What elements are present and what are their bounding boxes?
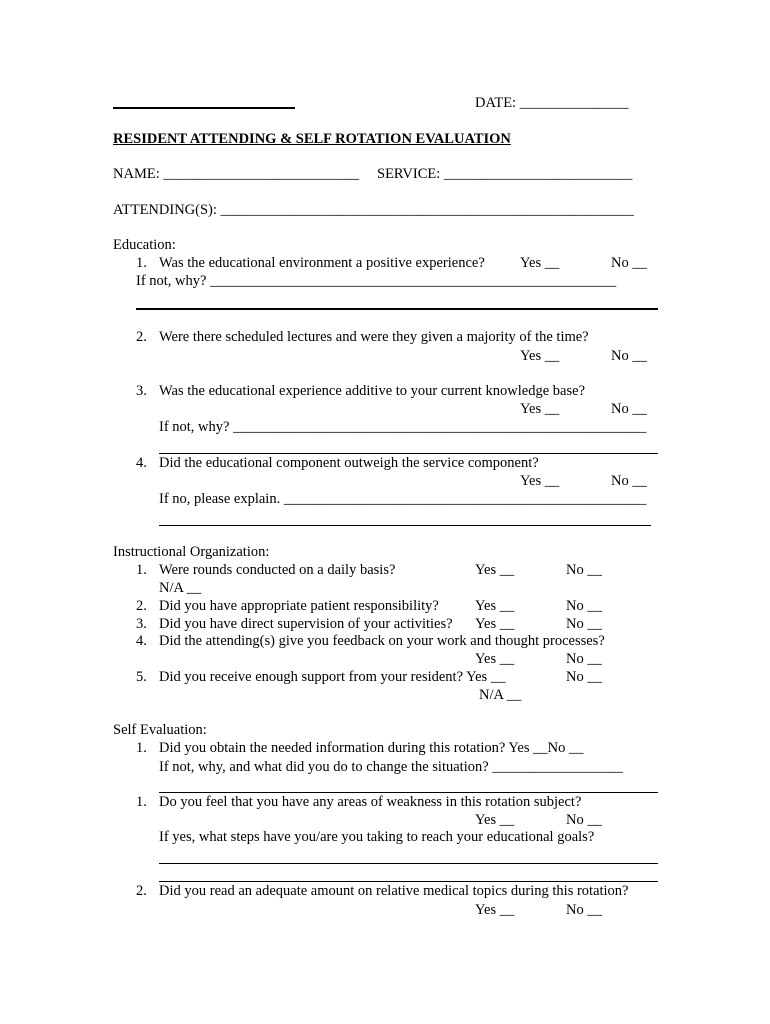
edu-q1-followup[interactable]: If not, why? ________________________________________________________ <box>136 273 617 289</box>
inst-q2-number: 2. <box>136 598 147 614</box>
signature-line <box>113 107 295 109</box>
inst-q1-yes[interactable]: Yes __ <box>475 562 515 578</box>
edu-q3-no[interactable]: No __ <box>611 401 647 417</box>
edu-q1-number: 1. <box>136 255 147 271</box>
inst-q4-no[interactable]: No __ <box>566 651 602 667</box>
self-q1b-number: 1. <box>136 794 147 810</box>
edu-q4-yes[interactable]: Yes __ <box>520 473 560 489</box>
edu-q1-text: Was the educational environment a positive experience? <box>159 255 485 271</box>
edu-q2-yes[interactable]: Yes __ <box>520 348 560 364</box>
answer-line[interactable] <box>159 881 658 882</box>
inst-q3-number: 3. <box>136 616 147 632</box>
inst-q1-no[interactable]: No __ <box>566 562 602 578</box>
service-field[interactable]: SERVICE: __________________________ <box>377 166 633 182</box>
inst-q4-text: Did the attending(s) give you feedback on your work and thought processes? <box>159 633 605 649</box>
answer-line[interactable] <box>159 863 658 864</box>
inst-q3-yes[interactable]: Yes __ <box>475 616 515 632</box>
inst-q2-no[interactable]: No __ <box>566 598 602 614</box>
attending-field[interactable]: ATTENDING(S): _________________________________________________________ <box>113 202 634 218</box>
inst-q1-text: Were rounds conducted on a daily basis? <box>159 562 396 578</box>
edu-q2-number: 2. <box>136 329 147 345</box>
self-q2-no[interactable]: No __ <box>566 902 602 918</box>
edu-q3-followup[interactable]: If not, why? _________________________________________________________ <box>159 419 647 435</box>
inst-q2-text: Did you have appropriate patient responsibility? <box>159 598 439 614</box>
self-q2-number: 2. <box>136 883 147 899</box>
self-q2-yes[interactable]: Yes __ <box>475 902 515 918</box>
inst-q1-na[interactable]: N/A __ <box>159 580 202 596</box>
education-heading: Education: <box>113 237 176 253</box>
edu-q1-no[interactable]: No __ <box>611 255 647 271</box>
self-q1-number: 1. <box>136 740 147 756</box>
edu-q4-no[interactable]: No __ <box>611 473 647 489</box>
answer-line[interactable] <box>159 792 658 793</box>
page-title: RESIDENT ATTENDING & SELF ROTATION EVALUATION <box>113 131 511 147</box>
inst-q3-text: Did you have direct supervision of your activities? <box>159 616 453 632</box>
inst-q3-no[interactable]: No __ <box>566 616 602 632</box>
inst-q5-no[interactable]: No __ <box>566 669 602 685</box>
name-field[interactable]: NAME: ___________________________ <box>113 166 360 182</box>
self-q1b-text: Do you feel that you have any areas of weakness in this rotation subject? <box>159 794 582 810</box>
self-q1b-followup: If yes, what steps have you/are you taking to reach your educational goals? <box>159 829 595 845</box>
edu-q4-number: 4. <box>136 455 147 471</box>
inst-q1-number: 1. <box>136 562 147 578</box>
date-field[interactable]: DATE: _______________ <box>475 95 629 111</box>
edu-q2-no[interactable]: No __ <box>611 348 647 364</box>
edu-q3-yes[interactable]: Yes __ <box>520 401 560 417</box>
self-q2-text: Did you read an adequate amount on relative medical topics during this rotation? <box>159 883 629 899</box>
inst-q4-yes[interactable]: Yes __ <box>475 651 515 667</box>
answer-line[interactable] <box>159 525 651 526</box>
edu-q4-text: Did the educational component outweigh the service component? <box>159 455 539 471</box>
self-q1-text[interactable]: Did you obtain the needed information during this rotation? Yes __No __ <box>159 740 584 756</box>
self-q1-followup[interactable]: If not, why, and what did you do to change the situation? __________________ <box>159 759 623 775</box>
inst-q4-number: 4. <box>136 633 147 649</box>
instructional-heading: Instructional Organization: <box>113 544 270 560</box>
inst-q5-text[interactable]: Did you receive enough support from your resident? Yes __ <box>159 669 506 685</box>
inst-q2-yes[interactable]: Yes __ <box>475 598 515 614</box>
edu-q3-number: 3. <box>136 383 147 399</box>
inst-q5-na[interactable]: N/A __ <box>479 687 522 703</box>
edu-q1-yes[interactable]: Yes __ <box>520 255 560 271</box>
self-q1b-no[interactable]: No __ <box>566 812 602 828</box>
answer-line[interactable] <box>159 453 658 454</box>
answer-line[interactable] <box>136 308 658 310</box>
self-eval-heading: Self Evaluation: <box>113 722 207 738</box>
edu-q4-followup[interactable]: If no, please explain. __________________________________________________ <box>159 491 647 507</box>
inst-q5-number: 5. <box>136 669 147 685</box>
edu-q2-text: Were there scheduled lectures and were they given a majority of the time? <box>159 329 589 345</box>
edu-q3-text: Was the educational experience additive to your current knowledge base? <box>159 383 586 399</box>
self-q1b-yes[interactable]: Yes __ <box>475 812 515 828</box>
